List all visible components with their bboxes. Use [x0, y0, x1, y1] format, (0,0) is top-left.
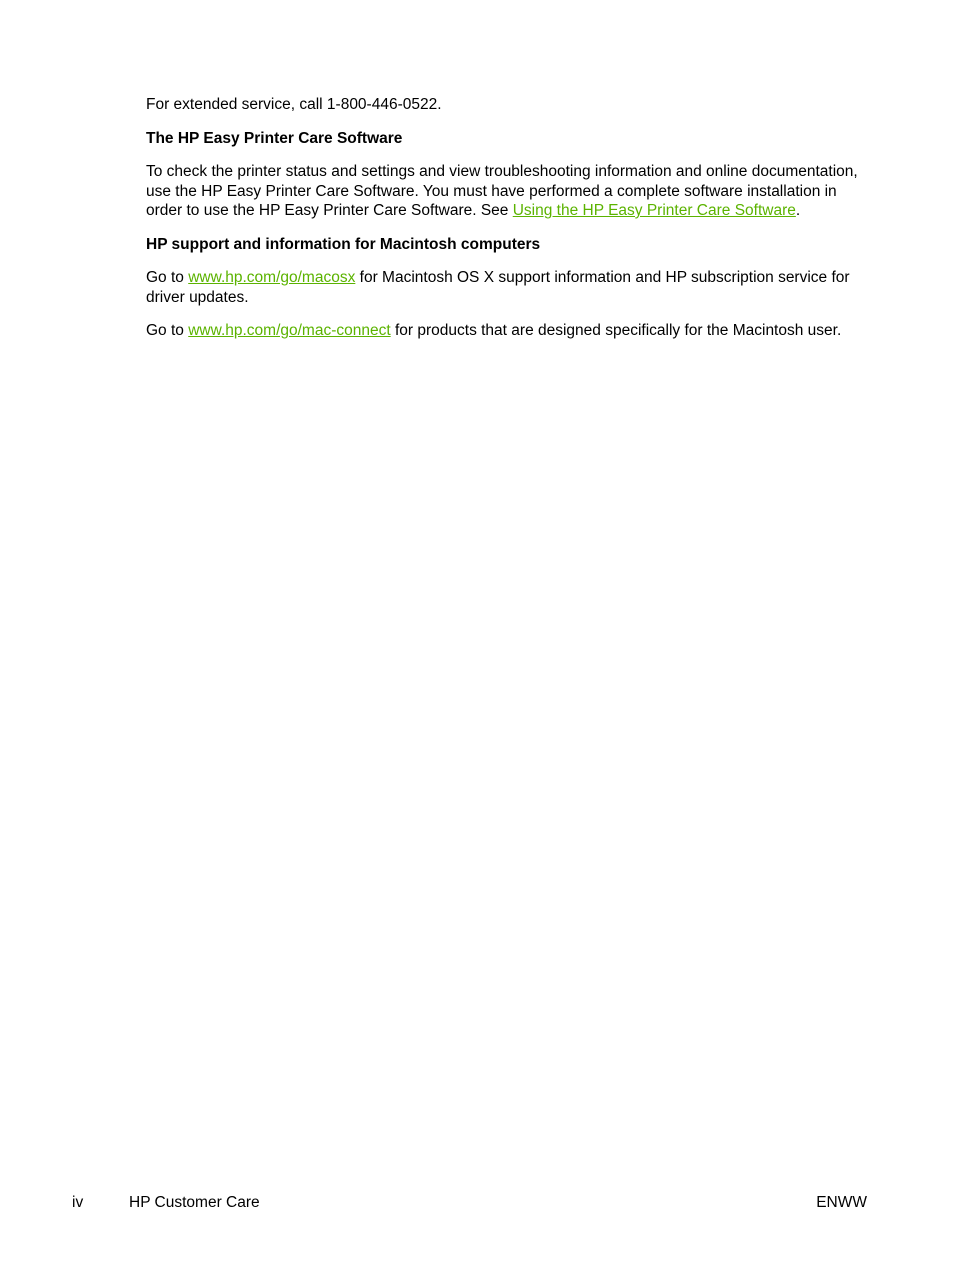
chapter-title: HP Customer Care: [129, 1194, 260, 1211]
page-number: iv: [72, 1194, 84, 1211]
mac-connect-paragraph: [146, 321, 870, 341]
easy-printer-care-text: To check the printer status and settings and view troubleshooting information and online documentation, use the HP Easy Printer Care Software. You must have performed a complete software installation in order to use the HP Easy Printer Care Software. See: [146, 163, 858, 219]
mac-connect-prefix: Go to: [146, 322, 189, 339]
mac-connect-link[interactable]: www.hp.com/go/mac-connect: [188, 322, 391, 339]
easy-printer-care-paragraph: [146, 162, 870, 221]
macosx-link[interactable]: www.hp.com/go/macosx: [188, 269, 356, 286]
extended-service-text: For extended service, call 1-800-446-0522.: [146, 96, 442, 113]
easy-printer-care-heading: The HP Easy Printer Care Software: [146, 129, 403, 147]
edition-label: ENWW: [816, 1194, 867, 1211]
easy-printer-care-text-end: .: [795, 202, 801, 219]
mac-support-heading: HP support and information for Macintosh computers: [146, 235, 541, 253]
macosx-suffix: for Macintosh OS X support information and HP subscription service for driver updates.: [146, 269, 850, 306]
mac-connect-suffix: for products that are designed specifically for the Macintosh user.: [390, 322, 842, 339]
easy-printer-care-link[interactable]: Using the HP Easy Printer Care Software: [512, 202, 796, 219]
page-content: [146, 95, 870, 355]
macosx-paragraph: [146, 268, 870, 307]
macosx-prefix: Go to: [146, 269, 189, 286]
